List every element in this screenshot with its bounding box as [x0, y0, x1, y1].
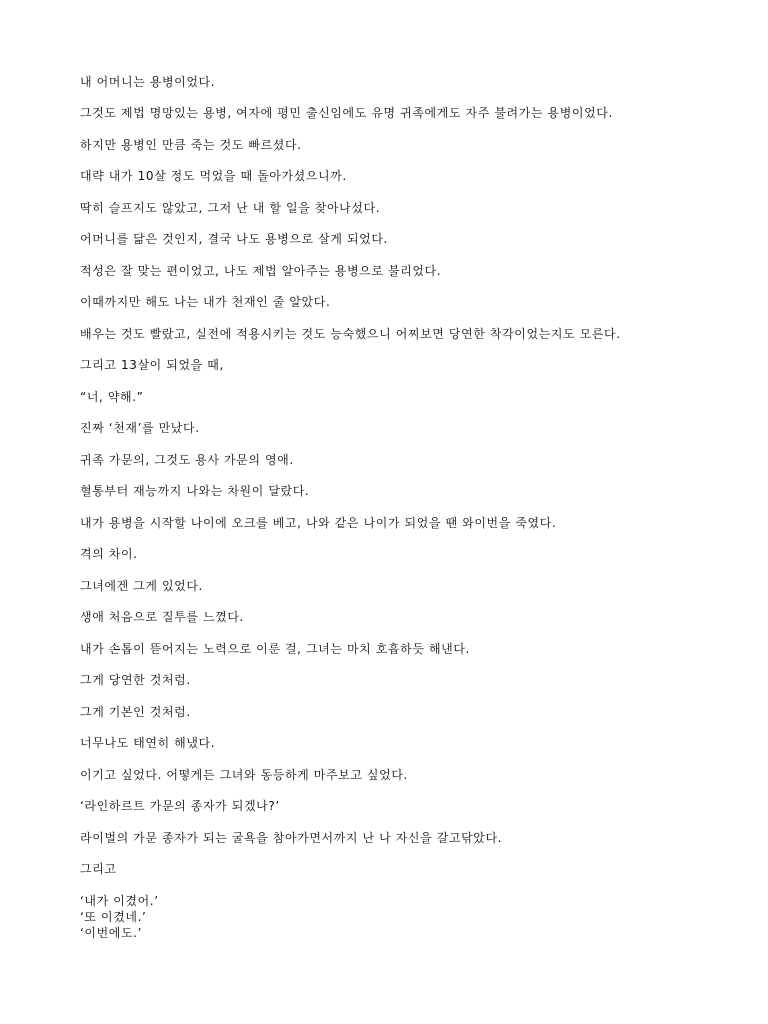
- paragraph: 이때까지만 해도 나는 내가 천재인 줄 알았다.: [80, 295, 331, 309]
- paragraph: 생애 처음으로 질투를 느꼈다.: [80, 610, 244, 624]
- quoted-line: ‘내가 이겼어.’: [80, 894, 159, 908]
- paragraph: 귀족 가문의, 그것도 용사 가문의 영애.: [80, 453, 294, 467]
- paragraph: 배우는 것도 빨랐고, 실전에 적용시키는 것도 능숙했으니 어찌보면 당연한 착각이었는지도 모른다.: [80, 327, 621, 341]
- paragraph: 내가 용병을 시작할 나이에 오크를 베고, 나와 같은 나이가 되었을 땐 와이번을 죽였다.: [80, 516, 557, 530]
- paragraph: 그리고: [80, 862, 117, 876]
- document-page: [80, 0, 740, 1024]
- quoted-line: ‘또 이겼네.’: [80, 910, 147, 924]
- paragraph: 너무나도 태연히 해냈다.: [80, 736, 216, 750]
- paragraph: 그것도 제법 명망있는 용병, 여자에 평민 출신임에도 유명 귀족에게도 자주 불려가는 용병이었다.: [80, 106, 613, 120]
- paragraph: 그게 당연한 것처럼.: [80, 673, 191, 687]
- paragraph: 라이벌의 가문 종자가 되는 굴욕을 참아가면서까지 난 나 자신을 갈고닦았다.: [80, 831, 503, 845]
- paragraph: 어머니를 닮은 것인지, 결국 나도 용병으로 살게 되었다.: [80, 232, 388, 246]
- paragraph: 대략 내가 10살 정도 먹었을 때 돌아가셨으니까.: [80, 169, 347, 183]
- paragraph: 그게 기본인 것처럼.: [80, 705, 191, 719]
- paragraph: 그리고 13살이 되었을 때,: [80, 358, 224, 372]
- paragraph: 혈통부터 재능까지 나와는 차원이 달랐다.: [80, 484, 310, 498]
- paragraph: 격의 차이.: [80, 547, 138, 561]
- paragraph: 진짜 ‘천재’를 만났다.: [80, 421, 200, 435]
- paragraph: 하지만 용병인 만큼 죽는 것도 빠르셨다.: [80, 138, 302, 152]
- paragraph: 그녀에겐 그게 있었다.: [80, 579, 203, 593]
- paragraph: 내가 손톱이 뜯어지는 노력으로 이룬 걸, 그녀는 마치 호흡하듯 해낸다.: [80, 642, 470, 656]
- paragraph: 적성은 잘 맞는 편이었고, 나도 제법 알아주는 용병으로 불리었다.: [80, 264, 442, 278]
- paragraph: ‘라인하르트 가문의 종자가 되겠나?’: [80, 799, 280, 813]
- quoted-line: ‘이번에도.’: [80, 926, 143, 940]
- paragraph: 이기고 싶었다. 어떻게든 그녀와 동등하게 마주보고 싶었다.: [80, 768, 408, 782]
- paragraph: 딱히 슬프지도 않았고, 그저 난 내 할 일을 찾아나섰다.: [80, 201, 381, 215]
- paragraph: “너, 약해.”: [80, 390, 144, 404]
- paragraph: 내 어머니는 용병이었다.: [80, 75, 216, 89]
